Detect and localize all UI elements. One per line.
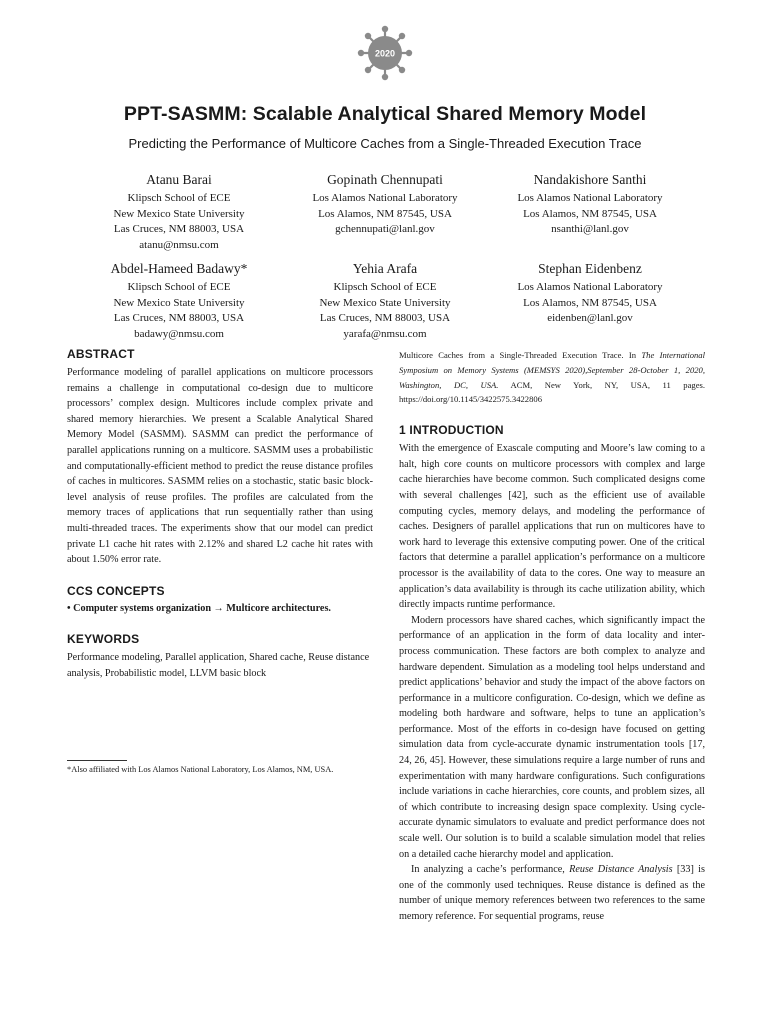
intro-paragraph: With the emergence of Exascale computing and Moore’s law coming to a halt, high core counts on multicore processors with complex and large cache hierarchies have become common. Such complicated designs come with several challenges [42], such as the efficient use of available computing cycles, memory delays, and modeling the performance of caches. Designers of parallel applications that run on multicores have to work hard to leverage this extensive computing power. One of the critical factors that determine a parallel application’s performance on a multicore processor is the availability of data to the cores. One way to measure an application’s data availability is through its cache utilization ability, which directly impacts runtime performance. bbox=[399, 443, 705, 611]
author-block bbox=[59, 259, 299, 342]
author-address: Las Cruces, NM 88003, USA bbox=[113, 223, 245, 235]
paper-subtitle: Predicting the Performance of Multicore Caches from a Single-Threaded Execution Trace bbox=[128, 136, 642, 151]
author-email: gchennupati@lanl.gov bbox=[335, 223, 435, 235]
author-email: eidenben@lanl.gov bbox=[547, 312, 633, 324]
author-block bbox=[470, 170, 710, 238]
author-affiliation: New Mexico State University bbox=[319, 296, 451, 309]
author-affiliation: Los Alamos National Laboratory bbox=[517, 281, 663, 293]
author-address: Los Alamos, NM 87545, USA bbox=[523, 207, 657, 220]
author-name: Yehia Arafa bbox=[352, 261, 418, 276]
intro-term: Reuse Distance Analysis bbox=[569, 864, 673, 876]
reference-publisher: ACM, New York, NY, USA, 11 pages. https://doi.org/10.1145/3422575.3422806 bbox=[399, 379, 705, 405]
abstract-heading: ABSTRACT bbox=[67, 347, 135, 361]
introduction-heading: 1 INTRODUCTION bbox=[399, 423, 504, 438]
acm-reference-format bbox=[399, 348, 705, 407]
paper-title: PPT-SASMM: Scalable Analytical Shared Memory Model bbox=[123, 103, 647, 125]
author-address: Los Alamos, NM 87545, USA bbox=[318, 207, 452, 220]
author-address: Las Cruces, NM 88003, USA bbox=[319, 312, 451, 324]
intro-text: In analyzing a cache’s performance, bbox=[411, 864, 570, 876]
abstract-text: Performance modeling of parallel applications on multicore processors remains a challenge in computational co-design due to multicore processors’ complex design. Multicores include complex private and shared memory hierarchies. We present a Scalable Analytical Shared Memory Model (SASMM). SASMM can predict the performance of parallel applications running on a multicore. SASMM uses a probabilistic and computationally-efficient method to predict the reuse distance profiles of caches in multicores. SASMM relies on a stochastic, static basic block-level analysis of reuse profiles. The profiles are calculated from the memory traces of applications that run sequentially rather than using multi-threaded traces. The experiments show that our model can predict private L1 cache hit rates with 2.12% and shared L2 cache hit rates with about 1.50% error rate. bbox=[67, 367, 373, 566]
keywords-text: Performance modeling, Parallel application, Shared cache, Reuse distance analysis, Probabilistic model, LLVM basic block bbox=[67, 652, 370, 679]
author-name: Atanu Barai bbox=[146, 172, 212, 187]
right-column bbox=[399, 348, 705, 925]
author-affiliation: Klipsch School of ECE bbox=[127, 281, 231, 293]
intro-text: [33] is one of the commonly used techniques. Reuse distance is defined as the number of unique memory references between two references to the same memory reference. For sequential programs, reuse bbox=[399, 864, 705, 922]
author-affiliation: New Mexico State University bbox=[113, 296, 245, 309]
author-affiliation: Los Alamos National Laboratory bbox=[312, 192, 458, 204]
author-email: yarafa@nmsu.com bbox=[343, 327, 427, 340]
author-affiliation: New Mexico State University bbox=[113, 207, 245, 220]
author-affiliation: Klipsch School of ECE bbox=[333, 281, 437, 293]
intro-paragraph: Modern processors have shared caches, which significantly impact the performance of an application in the form of data locality and inter-process communication. These factors are both complex to analyze and hardware dependent. Simulation as a modeling tool helps understand and predict applications’ behavior and study the impact of the above factors on performance in a multicore configuration. Co-design, which we define as modeling both hardware and software, helps to tune an application’s performance. Most of the efforts in co-design have focused on getting simulation data from cycle-accurate dynamic instrumentation tools [17, 24, 26, 45]. However, these simulations require a large number of runs and experimentation with many hardware configurations. Such configurations include variations in cache hierarchies, core counts, and problem sizes, all of which contribute to increasing design space complexity. Using cycle-accurate dynamic simulators to evaluate and predict performance does not scale well. Our solution is to build a scalable simulation model that relies on a detailed cache hierarchy model and application. bbox=[399, 614, 705, 860]
author-address: Los Alamos, NM 87545, USA bbox=[523, 296, 657, 309]
footnote: *Also affiliated with Los Alamos National Laboratory, Los Alamos, NM, USA. bbox=[67, 765, 334, 774]
author-name: Nandakishore Santhi bbox=[533, 172, 647, 187]
reference-text: Multicore Caches from a Single-Threaded Execution Trace. In bbox=[399, 350, 642, 360]
author-email: atanu@nmsu.com bbox=[139, 238, 219, 251]
author-email: nsanthi@lanl.gov bbox=[551, 223, 629, 235]
reference-venue: The International Symposium on Memory Systems (MEMSYS 2020),September 28-October 1, 2020, Washington, DC, USA. bbox=[399, 350, 705, 390]
author-name: Stephan Eidenbenz bbox=[538, 261, 642, 276]
author-affiliation: Los Alamos National Laboratory bbox=[517, 192, 663, 204]
left-column bbox=[67, 347, 373, 682]
ccs-concepts: • Computer systems organization → Multicore architectures. bbox=[67, 602, 331, 614]
author-name: Abdel-Hameed Badawy* bbox=[110, 261, 248, 276]
footnote-rule bbox=[67, 760, 127, 761]
author-email: badawy@nmsu.com bbox=[134, 327, 224, 340]
keywords-heading: KEYWORDS bbox=[67, 632, 140, 647]
ccs-heading: CCS CONCEPTS bbox=[67, 583, 165, 598]
author-block bbox=[265, 170, 505, 238]
author-block bbox=[470, 259, 710, 327]
intro-paragraph bbox=[399, 862, 705, 924]
logo-year: 2020 bbox=[374, 48, 396, 59]
author-block bbox=[59, 170, 299, 253]
author-name: Gopinath Chennupati bbox=[327, 172, 443, 187]
author-block bbox=[265, 259, 505, 342]
author-address: Las Cruces, NM 88003, USA bbox=[113, 312, 245, 324]
virus-logo-icon bbox=[357, 25, 413, 81]
author-affiliation: Klipsch School of ECE bbox=[127, 192, 231, 204]
